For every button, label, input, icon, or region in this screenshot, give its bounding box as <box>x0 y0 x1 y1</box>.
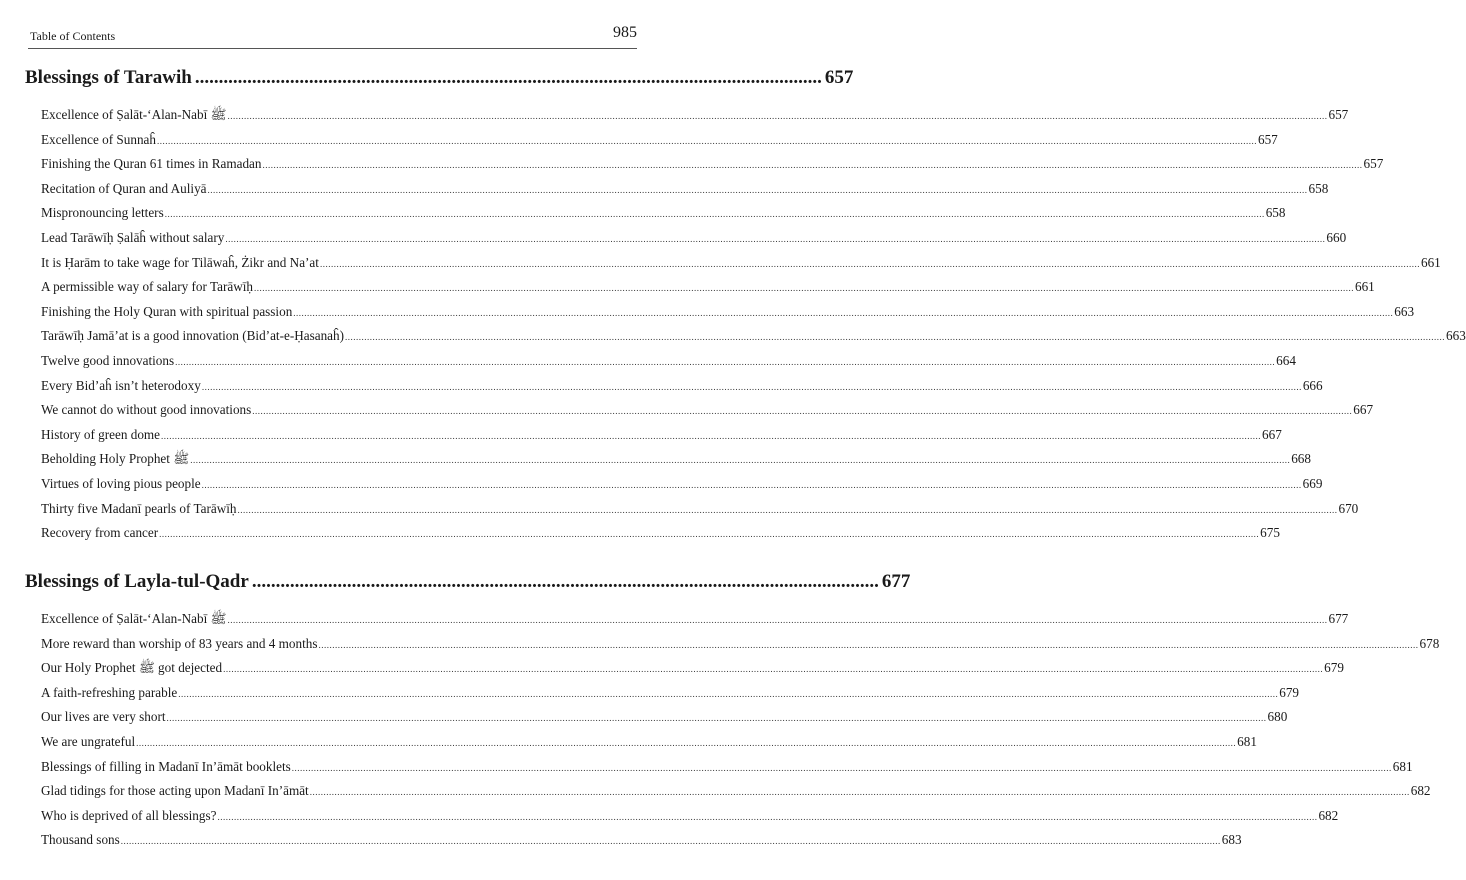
entry-page: 679 <box>1279 684 1299 700</box>
toc-entry[interactable] <box>41 475 1323 501</box>
toc-entry[interactable] <box>41 402 1374 427</box>
entry-title: A permissible way of salary for Tarāwīḥ <box>41 279 253 295</box>
toc-section-layla-tul-qadr <box>25 571 1440 857</box>
entry-page: 683 <box>1221 832 1242 848</box>
entry-page: 658 <box>1265 205 1286 221</box>
toc-entry[interactable] <box>41 660 1344 685</box>
dot-leader: ................................................................................................................................................................................................................................................................................................................................................................................................................ <box>164 209 1265 220</box>
entry-page: 667 <box>1262 426 1282 442</box>
entry-page: 670 <box>1338 500 1359 516</box>
dot-leader: ................................................................................................................................................................................................................................................................................................................................................................................................................ <box>136 737 1237 748</box>
entry-title: Excellence of Ṣalāt-‘Alan-Nabī ﷺ <box>41 611 227 626</box>
toc-entry[interactable] <box>41 131 1278 157</box>
entry-page: 681 <box>1392 758 1413 774</box>
entry-page: 657 <box>1257 131 1278 147</box>
toc-entry[interactable] <box>41 611 1349 636</box>
dot-leader: .................................................................................................................................... <box>194 67 822 88</box>
dot-leader: ................................................................................................................................................................................................................................................................................................................................................................................................................ <box>190 455 1291 466</box>
entry-title: Lead Tarāwīḥ Ṣalāĥ without salary <box>41 229 225 245</box>
entry-title: We cannot do without good innovations <box>41 402 252 418</box>
dot-leader: ................................................................................................................................................................................................................................................................................................................................................................................................................ <box>262 160 1363 171</box>
entry-page: 678 <box>1419 635 1440 651</box>
entry-page: 679 <box>1324 660 1344 676</box>
dot-leader: ................................................................................................................................................................................................................................................................................................................................................................................................................ <box>201 381 1302 392</box>
dot-leader: ................................................................................................................................................................................................................................................................................................................................................................................................................ <box>227 615 1328 625</box>
entry-title: Our Holy Prophet ﷺ got dejected <box>41 660 223 676</box>
entry-title: Finishing the Holy Quran with spiritual passion <box>41 303 293 319</box>
entry-title: Mispronouncing letters <box>41 205 164 221</box>
toc-entry[interactable] <box>41 709 1288 734</box>
section-heading <box>25 571 911 601</box>
dot-leader: ................................................................................................................................................................................................................................................................................................................................................................................................................ <box>207 184 1308 195</box>
dot-leader: .................................................................................................................................... <box>251 571 879 592</box>
toc-entry[interactable] <box>41 254 1441 280</box>
entry-title: Finishing the Quran 61 times in Ramadan <box>41 156 262 172</box>
entry-page: 660 <box>1326 229 1347 245</box>
toc-entry[interactable] <box>41 426 1282 452</box>
dot-leader: ................................................................................................................................................................................................................................................................................................................................................................................................................ <box>319 258 1420 269</box>
entry-title: Who is deprived of all blessings? <box>41 807 217 823</box>
entry-page: 663 <box>1446 328 1466 344</box>
dot-leader: ................................................................................................................................................................................................................................................................................................................................................................................................................ <box>217 811 1318 822</box>
entry-title: More reward than worship of 83 years and 4 months <box>41 635 318 651</box>
toc-entry[interactable] <box>41 352 1296 378</box>
entry-page: 661 <box>1354 279 1375 295</box>
toc-entry[interactable] <box>41 377 1323 403</box>
entry-title: Recitation of Quran and Auliyā <box>41 180 207 196</box>
page-number: 985 <box>613 24 637 41</box>
dot-leader: ................................................................................................................................................................................................................................................................................................................................................................................................................ <box>175 356 1276 367</box>
dot-leader: ................................................................................................................................................................................................................................................................................................................................................................................................................ <box>166 713 1267 724</box>
toc-entry[interactable] <box>41 279 1375 304</box>
toc-entry[interactable] <box>41 758 1413 784</box>
toc-entry[interactable] <box>41 832 1242 857</box>
toc-entry[interactable] <box>41 328 1466 353</box>
entry-title: History of green dome <box>41 426 161 442</box>
entry-page: 664 <box>1276 352 1296 368</box>
entry-title: Every Bid’aĥ isn’t heterodoxy <box>41 377 201 393</box>
entry-title: Our lives are very short <box>41 709 166 725</box>
toc-entry[interactable] <box>41 733 1257 759</box>
dot-leader: ................................................................................................................................................................................................................................................................................................................................................................................................................ <box>159 529 1260 540</box>
toc-entry[interactable] <box>41 684 1299 710</box>
entry-page: 661 <box>1420 254 1441 270</box>
toc-entry[interactable] <box>41 303 1415 329</box>
dot-leader: ................................................................................................................................................................................................................................................................................................................................................................................................................ <box>223 664 1324 675</box>
dot-leader: ................................................................................................................................................................................................................................................................................................................................................................................................................ <box>120 836 1221 847</box>
entry-page: 667 <box>1353 402 1374 418</box>
toc-entry[interactable] <box>41 156 1384 181</box>
section-page: 677 <box>881 571 911 592</box>
entry-title: It is Ḥarām to take wage for Tilāwaĥ, Żikr and Na’at <box>41 254 319 270</box>
toc-entry[interactable] <box>41 807 1339 833</box>
dot-leader: ................................................................................................................................................................................................................................................................................................................................................................................................................ <box>161 430 1262 441</box>
entry-page: 658 <box>1308 180 1329 196</box>
toc-entry[interactable] <box>41 229 1347 255</box>
section-title: Blessings of Layla-tul-Qadr <box>25 571 249 592</box>
entry-page: 680 <box>1267 709 1288 725</box>
toc-entry[interactable] <box>41 525 1280 550</box>
entry-page: 669 <box>1302 475 1323 491</box>
toc-entries <box>41 611 1440 857</box>
entry-page: 668 <box>1291 451 1311 467</box>
entry-title: Excellence of Sunnaĥ <box>41 131 156 147</box>
running-header <box>28 22 637 49</box>
section-heading <box>25 67 854 97</box>
entry-title: We are ungrateful <box>41 733 136 749</box>
section-page: 657 <box>824 67 854 88</box>
running-header-title: Table of Contents <box>30 29 116 43</box>
dot-leader: ................................................................................................................................................................................................................................................................................................................................................................................................................ <box>253 283 1354 294</box>
toc-entry[interactable] <box>41 451 1311 476</box>
entry-title: Tarāwīḥ Jamā’at is a good innovation (Bid’at-e-Ḥasanaĥ) <box>41 328 345 344</box>
entry-title: Recovery from cancer <box>41 525 159 541</box>
entry-title: Thirty five Madanī pearls of Tarāwīḥ <box>41 500 237 516</box>
entry-title: A faith-refreshing parable <box>41 684 178 700</box>
entry-page: 666 <box>1302 377 1323 393</box>
toc-entry[interactable] <box>41 107 1349 132</box>
dot-leader: ................................................................................................................................................................................................................................................................................................................................................................................................................ <box>225 233 1326 244</box>
toc-entry[interactable] <box>41 500 1359 526</box>
entry-title: Beholding Holy Prophet ﷺ <box>41 451 190 467</box>
entry-title: Blessings of filling in Madanī In’āmāt booklets <box>41 758 291 774</box>
entry-title: Thousand sons <box>41 832 120 848</box>
entry-page: 682 <box>1318 807 1339 823</box>
entry-title: Virtues of loving pious people <box>41 475 201 491</box>
entry-page: 657 <box>1328 107 1349 122</box>
entry-title: Excellence of Ṣalāt-‘Alan-Nabī ﷺ <box>41 107 227 122</box>
dot-leader: ................................................................................................................................................................................................................................................................................................................................................................................................................ <box>201 479 1302 490</box>
toc-section-tarawih <box>25 67 1466 550</box>
dot-leader: ................................................................................................................................................................................................................................................................................................................................................................................................................ <box>227 111 1328 121</box>
entry-page: 675 <box>1260 525 1280 541</box>
toc-entry[interactable] <box>41 783 1431 808</box>
entry-page: 677 <box>1328 611 1349 626</box>
entry-page: 663 <box>1394 303 1415 319</box>
dot-leader: ................................................................................................................................................................................................................................................................................................................................................................................................................ <box>291 762 1392 773</box>
toc-entry[interactable] <box>41 635 1440 661</box>
entry-page: 682 <box>1410 783 1431 799</box>
dot-leader: ................................................................................................................................................................................................................................................................................................................................................................................................................ <box>318 639 1419 650</box>
toc-entries <box>41 107 1466 550</box>
dot-leader: ................................................................................................................................................................................................................................................................................................................................................................................................................ <box>345 332 1446 343</box>
dot-leader: ................................................................................................................................................................................................................................................................................................................................................................................................................ <box>293 307 1394 318</box>
dot-leader: ................................................................................................................................................................................................................................................................................................................................................................................................................ <box>156 135 1257 146</box>
entry-title: Twelve good innovations <box>41 352 175 368</box>
toc-entry[interactable] <box>41 180 1329 206</box>
dot-leader: ................................................................................................................................................................................................................................................................................................................................................................................................................ <box>309 787 1410 798</box>
entry-page: 657 <box>1363 156 1384 172</box>
entry-title: Glad tidings for those acting upon Madanī In’āmāt <box>41 783 309 799</box>
dot-leader: ................................................................................................................................................................................................................................................................................................................................................................................................................ <box>237 504 1338 515</box>
toc-entry[interactable] <box>41 205 1286 230</box>
section-title: Blessings of Tarawih <box>25 67 192 88</box>
dot-leader: ................................................................................................................................................................................................................................................................................................................................................................................................................ <box>252 406 1353 417</box>
entry-page: 681 <box>1237 733 1257 749</box>
dot-leader: ................................................................................................................................................................................................................................................................................................................................................................................................................ <box>178 688 1279 699</box>
